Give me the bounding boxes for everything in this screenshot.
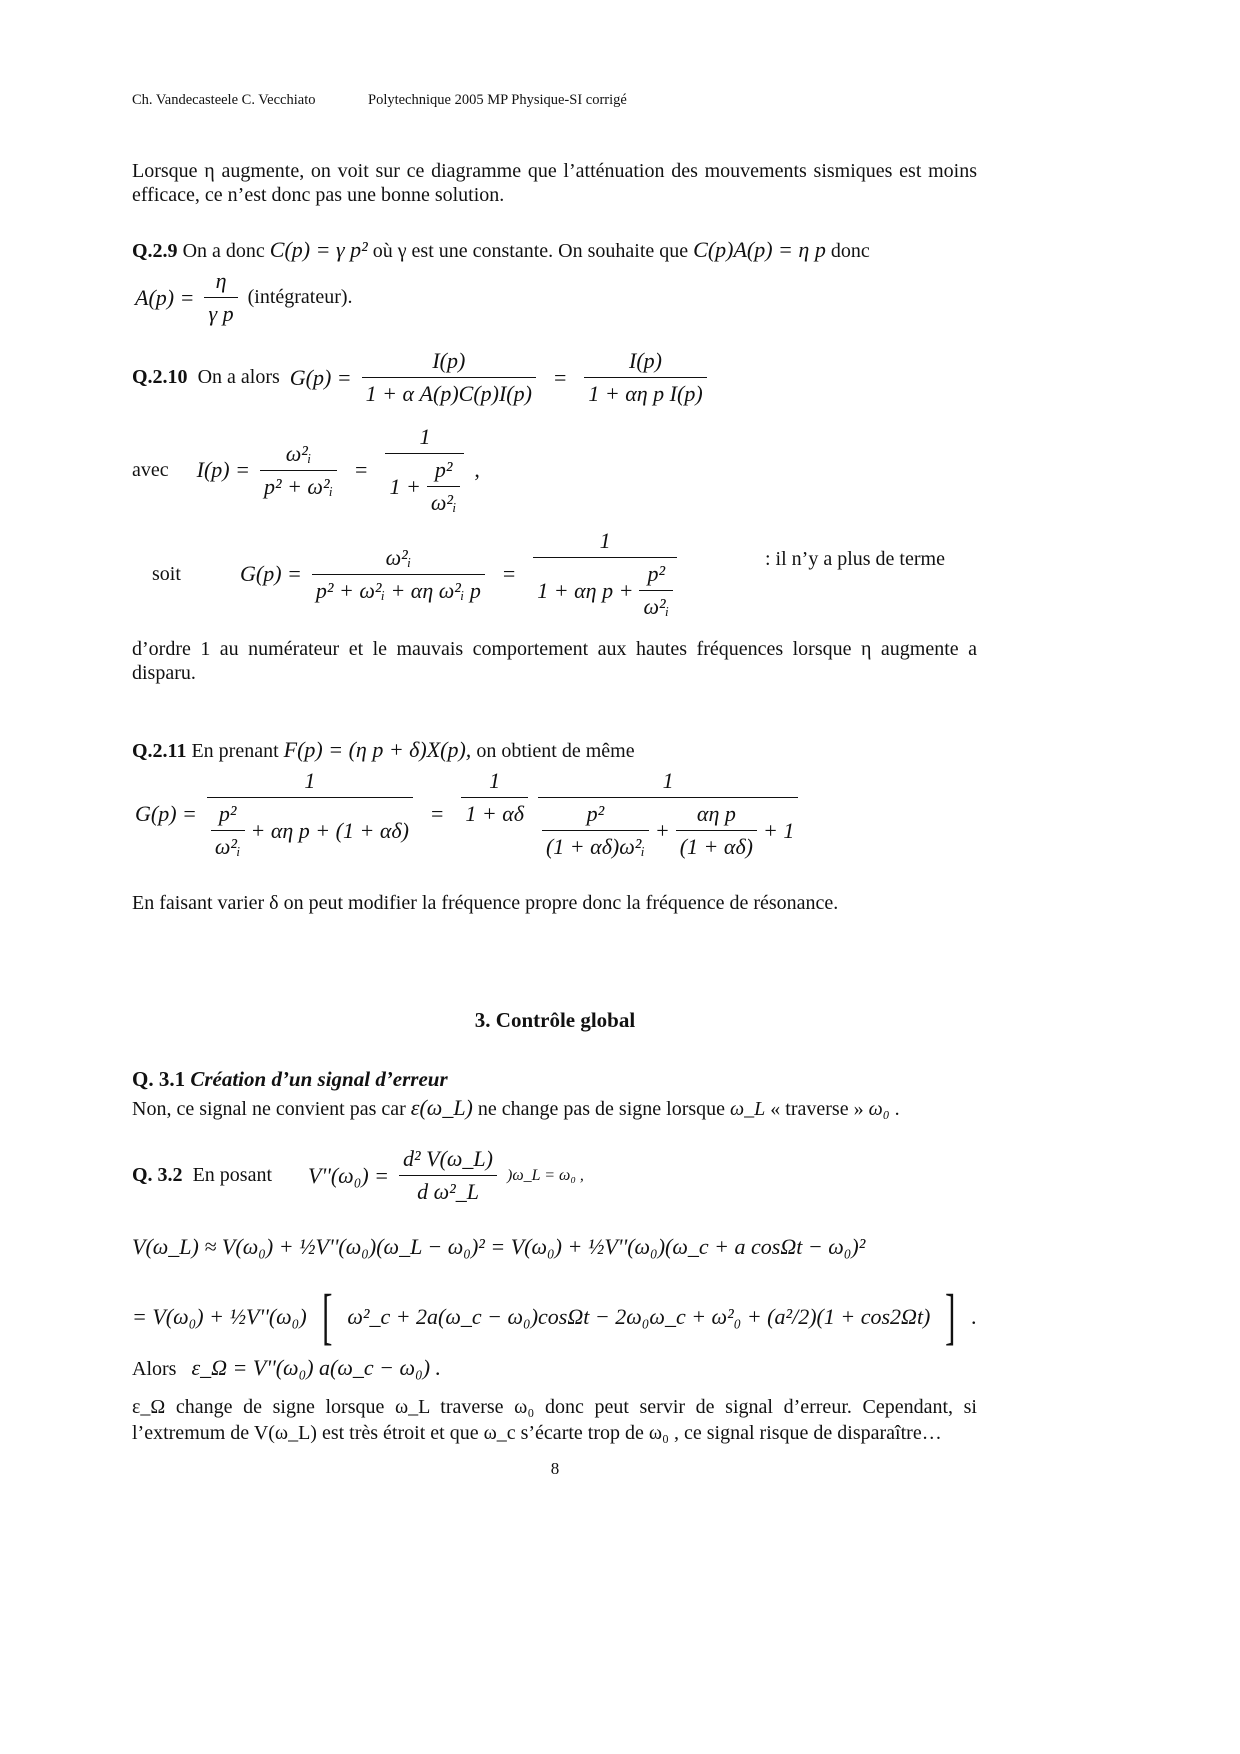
q32-line-2 — [132, 1283, 977, 1351]
intro-line-2: efficace, ce n’est donc pas une bonne solution. — [132, 184, 505, 206]
q210-f1-den: 1 + α A(p)C(p)I(p) — [362, 377, 536, 407]
q210-soit: soit — [152, 562, 181, 585]
q32-alors: Alors — [132, 1358, 177, 1380]
q210-soit-equation: soit G(p) = $\frac{\text{ω²ᵢ}}{\text{p² + ω²ᵢ + αη ω²ᵢ p}}$ = 1 1 + αη p + $\frac{\text{p²}}{\text{ω²ᵢ}}$ — [152, 528, 677, 620]
q29-a-num: η — [215, 268, 227, 293]
q210-g-f1-den: p² + ω²ᵢ + αη ω²ᵢ p — [312, 574, 485, 604]
q31-title: Création d’un signal d’erreur — [190, 1067, 448, 1091]
q210-f2-den: 1 + αη p I(p) — [584, 377, 706, 407]
q211-f1-den-num: p² — [218, 801, 237, 826]
q32-v-den: d ω²_L — [399, 1175, 497, 1205]
q211-text-a: En prenant — [191, 740, 279, 762]
q29-expr-ca: C(p)A(p) = η p — [693, 237, 826, 262]
q31-text-a: Non, ce signal ne convient pas car — [132, 1098, 406, 1120]
q211-eq: = — [430, 801, 444, 826]
q211-f1-den-den: ω²ᵢ — [211, 830, 245, 860]
page-number: 8 — [550, 1459, 560, 1478]
q210-colon-text: : il n’y a plus de terme — [765, 548, 945, 570]
q210-comma: , — [474, 457, 480, 482]
q32-line-2-end: . — [971, 1304, 977, 1329]
header-title: Polytechnique 2005 MP Physique-SI corrigé — [368, 92, 627, 108]
q29-text-c: donc — [830, 240, 870, 262]
q210-g-f2-num: 1 — [599, 528, 611, 553]
q210-i-f2-den-a: 1 + — [389, 473, 421, 499]
q29-a-lhs: A(p) = — [135, 284, 195, 310]
q29-a-equation — [135, 268, 353, 327]
q31-text-c: « traverse » — [770, 1098, 864, 1120]
q211-f3-a-num: p² — [586, 801, 605, 826]
intro-line-1: Lorsque η augmente, on voit sur ce diagramme que l’atténuation des mouvements sismiques est moins — [132, 160, 977, 182]
q29-text-b: où γ est une constante. On souhaite que — [372, 240, 689, 262]
q211-f1-den-rest: + αη p + (1 + αδ) — [250, 817, 409, 843]
q210-i-f1-num: ω²ᵢ — [285, 440, 312, 466]
q32-label: Q. 3.2 — [132, 1164, 183, 1186]
q32-line-2a: = V(ω₀) + ½V''(ω₀) — [132, 1304, 307, 1329]
q29-text-a: On a donc — [182, 240, 265, 262]
q211-f3-b-den: (1 + αδ) — [676, 830, 757, 860]
q31-heading — [132, 1066, 448, 1093]
q32-line-1: V(ω_L) ≈ V(ω₀) + ½V''(ω₀)(ω_L − ω₀)² = V(ω₀) + ½V''(ω₀)(ω_c + a cosΩt − ω₀)² — [132, 1234, 866, 1259]
q32-line-2b: ω²_c + 2a(ω_c − ω₀)cosΩt − 2ω₀ω_c + ω²₀ + (a²/2)(1 + cos2Ωt) — [347, 1304, 931, 1329]
section-title: 3. Contrôle global — [474, 1008, 636, 1032]
q210-f2-num: I(p) — [629, 348, 663, 373]
q32-final-2: l’extremum de V(ω_L) est très étroit et que ω_c s’écarte trop de ω₀ , ce signal risque de disparaître… — [132, 1422, 942, 1444]
q32-alors-line — [132, 1354, 441, 1383]
q31-label: Q. 3.1 — [132, 1067, 186, 1091]
q210-i-f2-den-num: p² — [434, 457, 453, 482]
q211-g-lhs: G(p) = — [135, 801, 197, 826]
q31-text-b: ne change pas de signe lorsque — [477, 1098, 726, 1120]
q211-f3-tail: + 1 — [763, 817, 795, 843]
q211-f1-num: 1 — [304, 768, 316, 793]
q32-alors-expr: ε_Ω = V''(ω₀) a(ω_c − ω₀) . — [191, 1355, 442, 1380]
q29-label: Q.2.9 — [132, 240, 178, 262]
right-bracket-icon: ] — [945, 1283, 956, 1351]
q210-avec: avec — [132, 458, 169, 481]
q32-def-equation — [132, 1146, 584, 1205]
q31-wl: ω_L — [730, 1098, 766, 1120]
q32-v-lhs: V''(ω₀) = — [308, 1162, 390, 1188]
q29-text-d: (intégrateur). — [247, 286, 353, 308]
q31-w0: ω₀ — [868, 1098, 890, 1120]
q211-label: Q.2.11 — [132, 740, 187, 762]
q211-f3-plus: + — [654, 817, 670, 843]
q211-text-b: on obtient de même — [476, 740, 635, 762]
q211-f2-num: 1 — [489, 768, 501, 793]
left-bracket-icon: [ — [321, 1283, 333, 1351]
q210-eq: = — [553, 364, 567, 390]
q211-expr-f: F(p) = (η p + δ)X(p), — [283, 737, 472, 762]
q211-block — [132, 736, 635, 765]
q210-g-lhs: G(p) = — [289, 364, 352, 390]
q210-f1-num: I(p) — [432, 348, 466, 373]
q32-final-1: ε_Ω change de signe lorsque ω_L traverse ω₀ donc peut servir de signal d’erreur. Cependant, si — [132, 1396, 977, 1418]
q210-g-f1-num: ω²ᵢ — [385, 544, 412, 570]
q31-period: . — [894, 1098, 900, 1120]
q210-label: Q.2.10 — [132, 366, 188, 388]
q32-v-num: d² V(ω_L) — [403, 1146, 493, 1171]
q210-i-f2-den-den: ω²ᵢ — [427, 486, 461, 516]
q29-block — [132, 236, 870, 265]
q211-concl: En faisant varier δ on peut modifier la fréquence propre donc la fréquence de résonance. — [132, 892, 839, 914]
q211-f3-b-num: αη p — [696, 801, 736, 826]
q29-expr-c: C(p) = γ p² — [269, 237, 368, 262]
q211-f3-num: 1 — [662, 768, 674, 793]
q211-g-equation — [135, 768, 798, 860]
q210-g-f2-den-den: ω²ᵢ — [639, 590, 673, 620]
q31-expr-eps: ε(ω_L) — [410, 1095, 473, 1120]
q211-f3-a-den: (1 + αδ)ω²ᵢ — [542, 830, 649, 860]
q210-g-equation — [132, 348, 707, 407]
q210-g-f2-den-num: p² — [647, 561, 666, 586]
q32-text-a: En posant — [192, 1164, 272, 1186]
q210-i-f1-den: p² + ω²ᵢ — [260, 470, 337, 500]
q210-g2-lhs: G(p) = — [240, 561, 302, 586]
q210-i-lhs: I(p) = — [196, 457, 250, 482]
q29-a-den: γ p — [204, 297, 237, 327]
q210-text-a: On a alors — [197, 366, 280, 388]
q210-concl-1: d’ordre 1 au numérateur et le mauvais comportement aux hautes fréquences lorsque η augmente a — [132, 638, 977, 660]
q31-line — [132, 1094, 900, 1123]
q210-concl-2: disparu. — [132, 662, 196, 684]
q210-g-f2-den-a: 1 + αη p + — [537, 577, 634, 603]
header-authors: Ch. Vandecasteele C. Vecchiato — [132, 92, 316, 108]
q32-v-tail: )ω_L = ω₀ , — [507, 1166, 584, 1184]
q211-f2-den: 1 + αδ — [461, 797, 528, 827]
q210-i-equation: avec I(p) = $\frac{\text{ω²ᵢ}}{\text{p² + ω²ᵢ}}$ = 1 1 + $\frac{\text{p²}}{\text{ω²ᵢ}}$ , — [132, 424, 480, 515]
q210-i-f2-num: 1 — [419, 424, 431, 449]
